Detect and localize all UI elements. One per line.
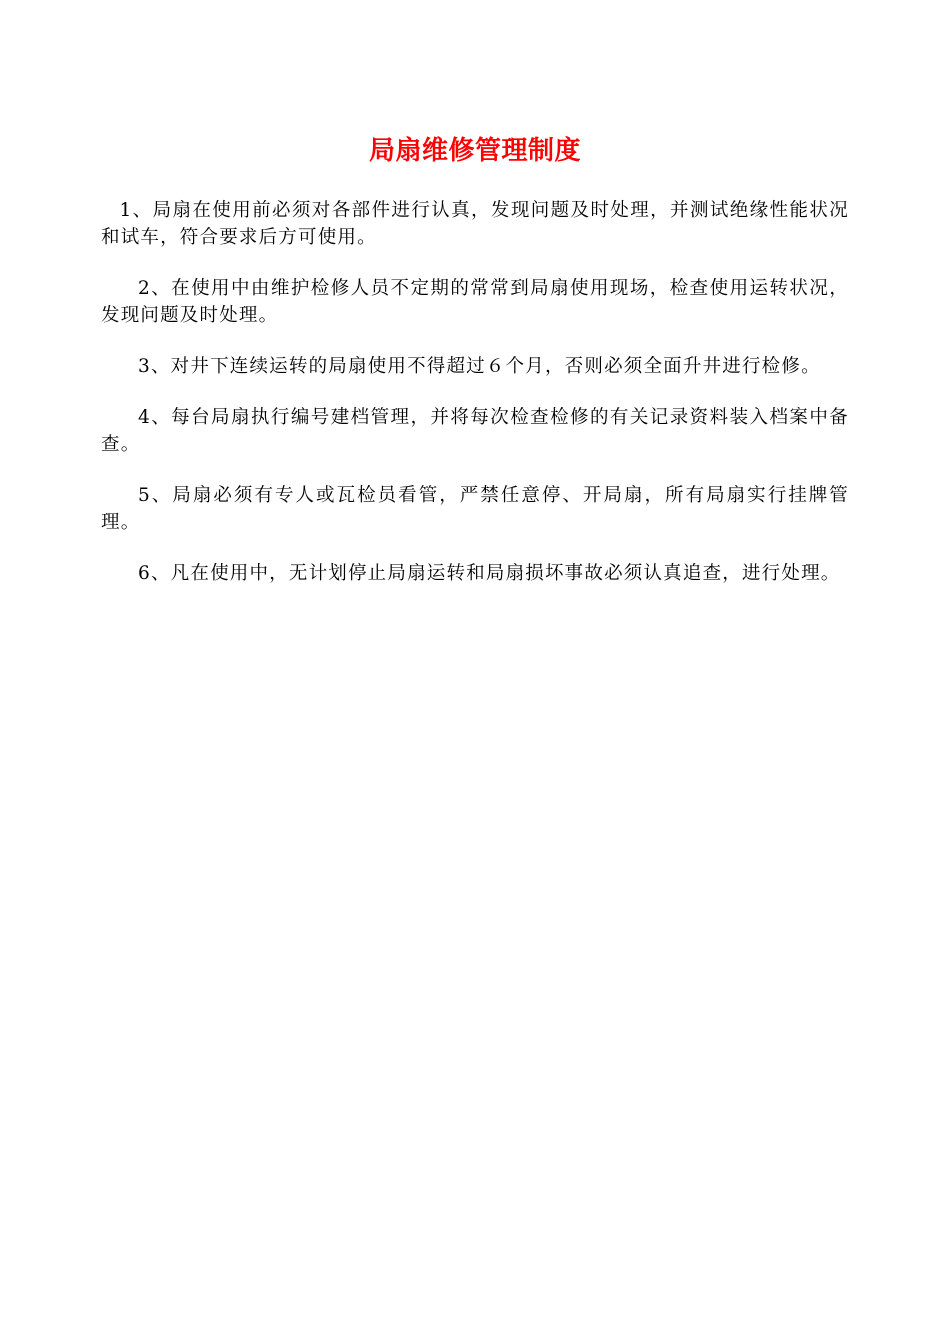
paragraph-3: 3、对井下连续运转的局扇使用不得超过６个月，否则必须全面升井进行检修。 bbox=[138, 356, 821, 377]
paragraph-1: 1、局扇在使用前必须对各部件进行认真，发现问题及时处理，并测试绝缘性能状况和试车，符合要求后方可使用。 bbox=[101, 200, 849, 248]
paragraph-5: 5、局扇必须有专人或瓦检员看管，严禁任意停、开局扇，所有局扇实行挂牌管理。 bbox=[101, 485, 849, 533]
paragraph-4: 4、每台局扇执行编号建档管理，并将每次检查检修的有关记录资料装入档案中备查。 bbox=[101, 407, 849, 455]
document-body bbox=[101, 197, 849, 611]
paragraph-2: 2、在使用中由维护检修人员不定期的常常到局扇使用现场，检查使用运转状况，发现问题及时处理。 bbox=[101, 278, 849, 326]
document-title: 局扇维修管理制度 bbox=[368, 136, 581, 166]
paragraph-6: 6、凡在使用中，无计划停止局扇运转和局扇损坏事故必须认真追查，进行处理。 bbox=[138, 563, 841, 584]
